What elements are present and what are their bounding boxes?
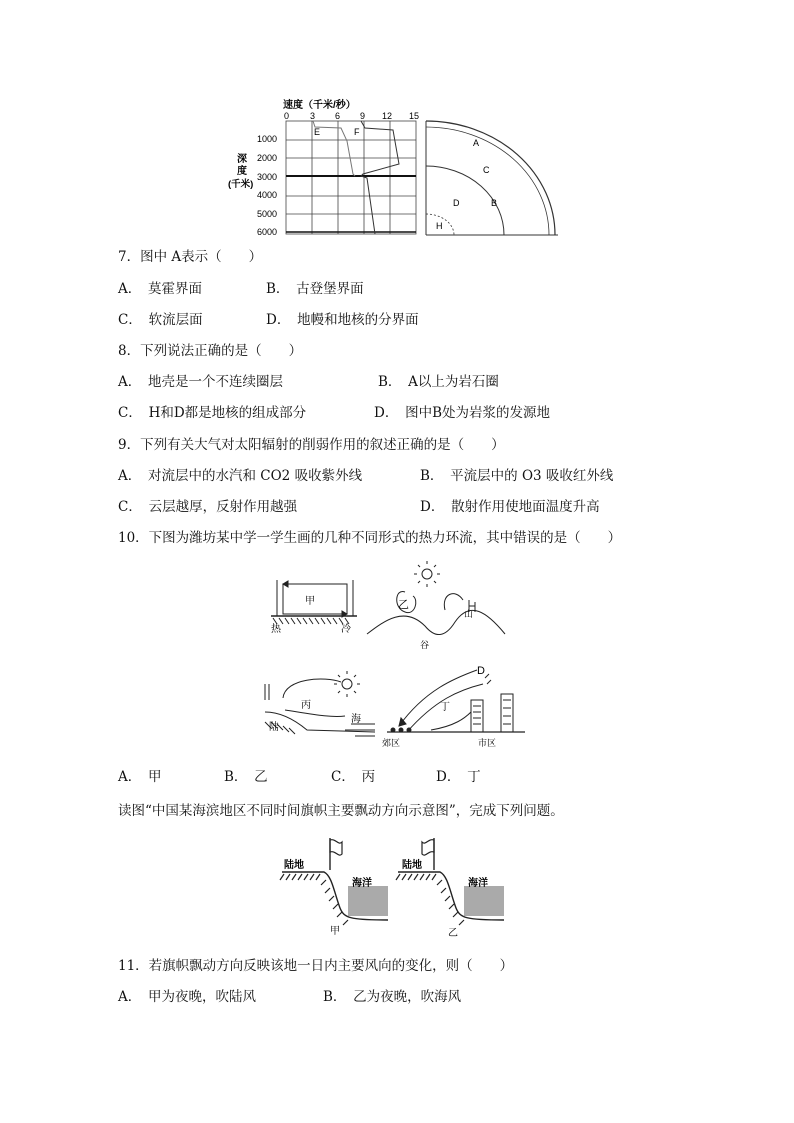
question-7-option-b[interactable]: B． 古登堡界面 (266, 281, 364, 297)
speed-tick: 9 (360, 111, 366, 121)
depth-axis-label: 深 (237, 154, 247, 165)
panel-yi (367, 561, 505, 635)
layer-label-c: C (483, 165, 490, 175)
question-7-option-d[interactable]: D． 地幔和地核的分界面 (266, 312, 419, 328)
left-sea-label: 海洋 (352, 878, 372, 889)
panel-bing-sea-label: 海 (351, 714, 361, 725)
question-9-option-d[interactable]: D． 散射作用使地面温度升高 (420, 499, 600, 515)
coastal-flag-figure (278, 832, 510, 940)
question-7-option-a[interactable]: A． 莫霍界面 (118, 281, 202, 297)
question-7-option-c[interactable]: C． 软流层面 (118, 312, 203, 328)
right-sea-label: 海洋 (468, 878, 488, 889)
layer-label-h: H (436, 221, 443, 231)
panel-jia-hot-label: 热 (271, 624, 281, 635)
speed-tick: 0 (284, 111, 290, 121)
left-land-label: 陆地 (284, 860, 304, 871)
depth-axis-label: (千米) (228, 179, 254, 190)
panel-ding-suburb-label: 郊区 (382, 738, 401, 748)
earth-interior-figure (225, 96, 565, 242)
panel-yi-label: 乙 (398, 599, 409, 611)
question-11-option-a[interactable]: A． 甲为夜晚，吹陆风 (118, 989, 256, 1005)
speed-axis-title: 速度（千米/秒） (283, 100, 356, 111)
speed-tick: 12 (382, 111, 393, 121)
layer-label-b: B (491, 198, 498, 208)
panel-ding (387, 670, 525, 732)
right-land-label: 陆地 (402, 860, 422, 871)
speed-tick: 15 (409, 111, 420, 121)
reading-instruction: 读图“中国某海滨地区不同时间旗帜主要飘动方向示意图”，完成下列问题。 (118, 803, 564, 819)
question-8-stem: 8．下列说法正确的是（ ） (118, 343, 303, 359)
depth-tick: 1000 (257, 134, 278, 144)
panel-bing-land-label: 陆 (269, 722, 279, 733)
panel-jia-label: 甲 (305, 596, 315, 607)
coastal-flag-svg (278, 832, 510, 940)
thermal-circulation-svg (255, 560, 535, 760)
question-8-option-a[interactable]: A． 地壳是一个不连续圈层 (118, 374, 283, 390)
question-9-stem: 9．下列有关大气对太阳辐射的削弱作用的叙述正确的是（ ） (118, 437, 505, 453)
question-11-stem: 11．若旗帜飘动方向反映该地一日内主要风向的变化，则（ ） (118, 958, 514, 974)
question-8-option-d[interactable]: D． 图中B处为岩浆的发源地 (374, 405, 550, 421)
panel-bing (265, 671, 375, 736)
question-11-option-b[interactable]: B． 乙为夜晚，吹海风 (323, 989, 462, 1005)
chart-grid (286, 121, 416, 234)
depth-tick: 5000 (257, 209, 278, 219)
panel-yi-valley-label: 谷 (420, 640, 430, 650)
question-9-option-a[interactable]: A． 对流层中的水汽和 CO2 吸收紫外线 (118, 468, 363, 484)
panel-ding-d-label: D (477, 665, 485, 677)
speed-tick: 6 (335, 111, 341, 121)
panel-jia-cold-label: 冷 (341, 624, 351, 635)
panel-ding-label: 丁 (440, 702, 450, 713)
earth-cross-section (426, 121, 558, 235)
thermal-circulation-figure (255, 560, 535, 760)
question-7-stem: 7．图中 A表示（ ） (118, 249, 263, 265)
depth-tick: 6000 (257, 227, 278, 237)
depth-axis-label: 度 (237, 166, 247, 177)
curve-label-f: F (354, 127, 360, 137)
question-10-option-a[interactable]: A． 甲 (118, 769, 162, 785)
depth-tick: 4000 (257, 190, 278, 200)
layer-label-a: A (473, 138, 480, 148)
panel-yi-mountain-label: 山 (464, 609, 474, 619)
question-9-option-b[interactable]: B． 平流层中的 O3 吸收红外线 (420, 468, 614, 484)
panel-bing-label: 丙 (301, 700, 311, 711)
left-caption: 甲 (330, 926, 340, 937)
question-10-option-b[interactable]: B． 乙 (224, 769, 268, 785)
question-8-option-b[interactable]: B． A以上为岩石圈 (378, 374, 499, 390)
question-10-stem: 10．下图为潍坊某中学一学生画的几种不同形式的热力环流，其中错误的是（ ） (118, 530, 622, 546)
earth-interior-svg (225, 96, 565, 242)
curve-label-e: E (314, 127, 321, 137)
depth-tick: 3000 (257, 172, 278, 182)
depth-tick: 2000 (257, 153, 278, 163)
p-wave-curve (361, 121, 399, 234)
panel-ding-city-label: 市区 (478, 738, 497, 748)
question-10-option-c[interactable]: C． 丙 (331, 769, 376, 785)
question-9-option-c[interactable]: C． 云层越厚，反射作用越强 (118, 499, 298, 515)
layer-label-d: D (453, 198, 460, 208)
speed-tick: 3 (310, 111, 316, 121)
question-8-option-c[interactable]: C． H和D都是地核的组成部分 (118, 405, 307, 421)
right-caption: 乙 (448, 928, 458, 939)
question-10-option-d[interactable]: D． 丁 (436, 769, 481, 785)
